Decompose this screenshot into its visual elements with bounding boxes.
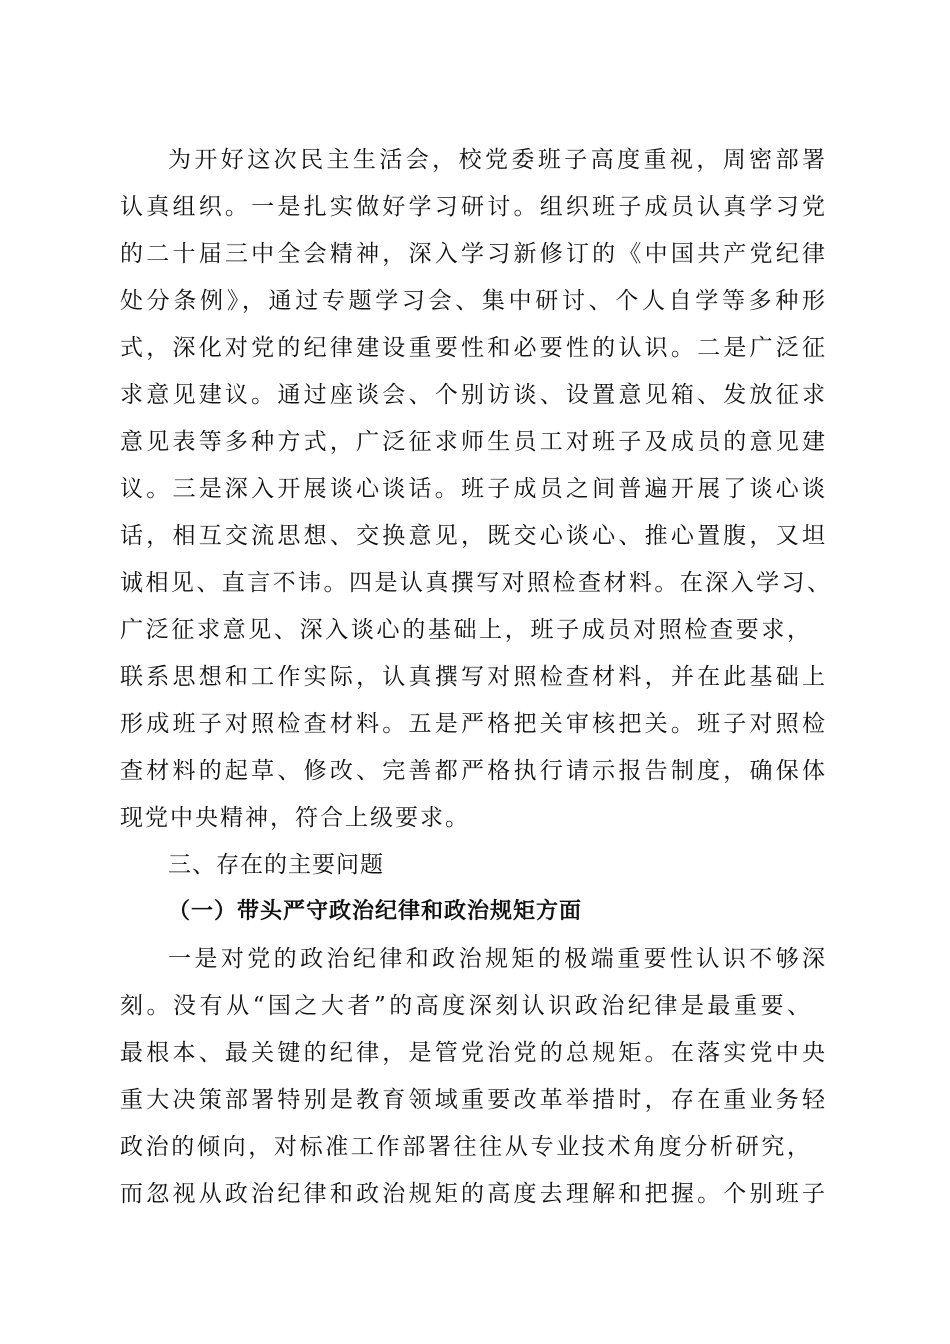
paragraph-1-line: 处分条例》，通过专题学习会、集中研讨、个人自学等多种形	[120, 288, 825, 314]
paragraph-1-line: 联系思想和工作实际，认真撰写对照检查材料，并在此基础上	[120, 664, 825, 690]
paragraph-1-line: 议。三是深入开展谈心谈话。班子成员之间普遍开展了谈心谈	[120, 476, 825, 502]
paragraph-2-line: 一是对党的政治纪律和政治规矩的极端重要性认识不够深	[168, 946, 825, 972]
paragraph-1-line: 查材料的起草、修改、完善都严格执行请示报告制度，确保体	[120, 758, 825, 784]
paragraph-1-line: 意见表等多种方式，广泛征求师生员工对班子及成员的意见建	[120, 429, 825, 455]
subsection-heading: （一）带头严守政治纪律和政治规矩方面	[168, 899, 583, 924]
paragraph-1-line: 求意见建议。通过座谈会、个别访谈、设置意见箱、发放征求	[120, 382, 825, 408]
paragraph-2-line: 重大决策部署特别是教育领域重要改革举措时，存在重业务轻	[120, 1087, 825, 1113]
paragraph-1-line: 为开好这次民主生活会，校党委班子高度重视，周密部署	[168, 147, 825, 173]
section-heading: 三、存在的主要问题	[168, 852, 384, 878]
paragraph-1-line: 式，深化对党的纪律建设重要性和必要性的认识。二是广泛征	[120, 335, 825, 361]
paragraph-1-line: 认真组织。一是扎实做好学习研讨。组织班子成员认真学习党	[120, 194, 825, 220]
paragraph-1-line: 广泛征求意见、深入谈心的基础上，班子成员对照检查要求，	[120, 617, 810, 643]
paragraph-1-line: 的二十届三中全会精神，深入学习新修订的《中国共产党纪律	[120, 241, 825, 267]
paragraph-1-line: 现党中央精神，符合上级要求。	[120, 805, 470, 831]
paragraph-2-line: 最根本、最关键的纪律，是管党治党的总规矩。在落实党中央	[120, 1040, 825, 1066]
paragraph-1-line: 话，相互交流思想、交换意见，既交心谈心、推心置腹，又坦	[120, 523, 825, 549]
paragraph-2-line: 政治的倾向，对标准工作部署往往从专业技术角度分析研究，	[120, 1134, 810, 1160]
paragraph-1-line: 形成班子对照检查材料。五是严格把关审核把关。班子对照检	[120, 711, 825, 737]
paragraph-2-line: 刻。没有从“国之大者”的高度深刻认识政治纪律是最重要、	[120, 993, 810, 1019]
paragraph-2-line: 而忽视从政治纪律和政治规矩的高度去理解和把握。个别班子	[120, 1181, 825, 1207]
paragraph-1-line: 诚相见、直言不讳。四是认真撰写对照检查材料。在深入学习、	[120, 570, 830, 596]
